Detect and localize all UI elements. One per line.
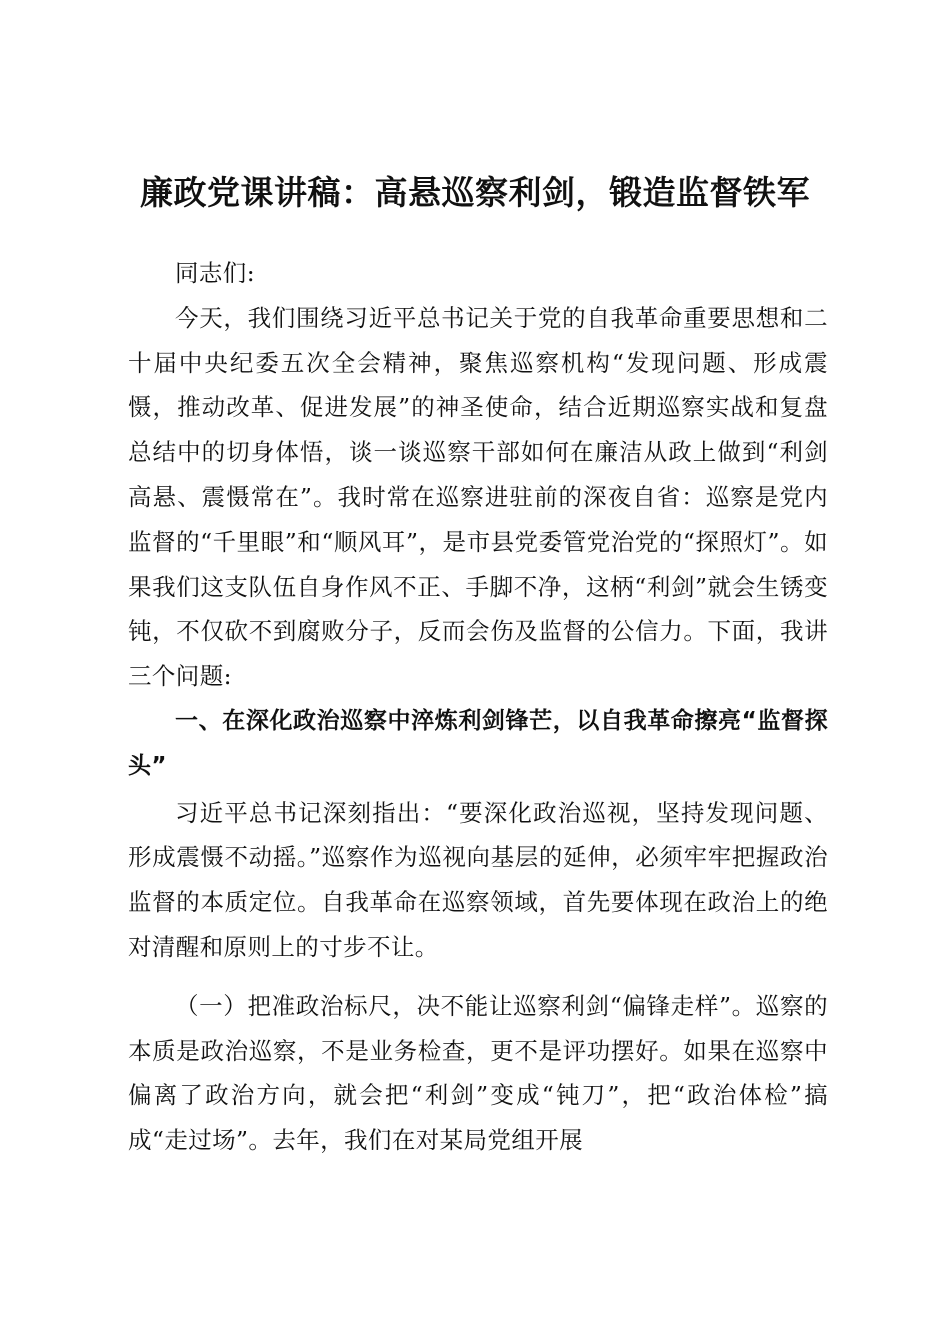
section-1-paragraph: 习近平总书记深刻指出：“要深化政治巡视，坚持发现问题、形成震慑不动摇。”巡察作为巡视向基层的延伸，必须牢牢把握政治监督的本质定位。自我革命在巡察领域，首先要体现在政治上的绝对清醒和原则上的寸步不让。 [128,798,828,961]
section-heading-1: 一、在深化政治巡察中淬炼利剑锋芒，以自我革命擦亮“监督探头” [128,707,828,779]
document-body [128,251,828,1163]
subsection-1-paragraph: （一）把准政治标尺，决不能让巡察利剑“偏锋走样”。巡察的本质是政治巡察，不是业务检查，更不是评功摆好。如果在巡察中偏离了政治方向，就会把“利剑”变成“钝刀”，把“政治体检”搞成“走过场”。去年，我们在对某局党组开展 [128,991,828,1155]
document-title: 廉政党课讲稿：高悬巡察利剑，锻造监督铁军 [140,173,810,212]
salutation: 同志们: [175,259,256,287]
intro-paragraph: 今天，我们围绕习近平总书记关于党的自我革命重要思想和二十届中央纪委五次全会精神，聚焦巡察机构“发现问题、形成震慑，推动改革、促进发展”的神圣使命，结合近期巡察实战和复盘总结中的切身体悟，谈一谈巡察干部如何在廉洁从政上做到“利剑高悬、震慑常在”。我时常在巡察进驻前的深夜自省：巡察是党内监督的“千里眼”和“顺风耳”，是市县党委管党治党的“探照灯”。如果我们这支队伍自身作风不正、手脚不净，这柄“利剑”就会生锈变钝，不仅砍不到腐败分子，反而会伤及监督的公信力。下面，我讲三个问题: [128,303,828,691]
